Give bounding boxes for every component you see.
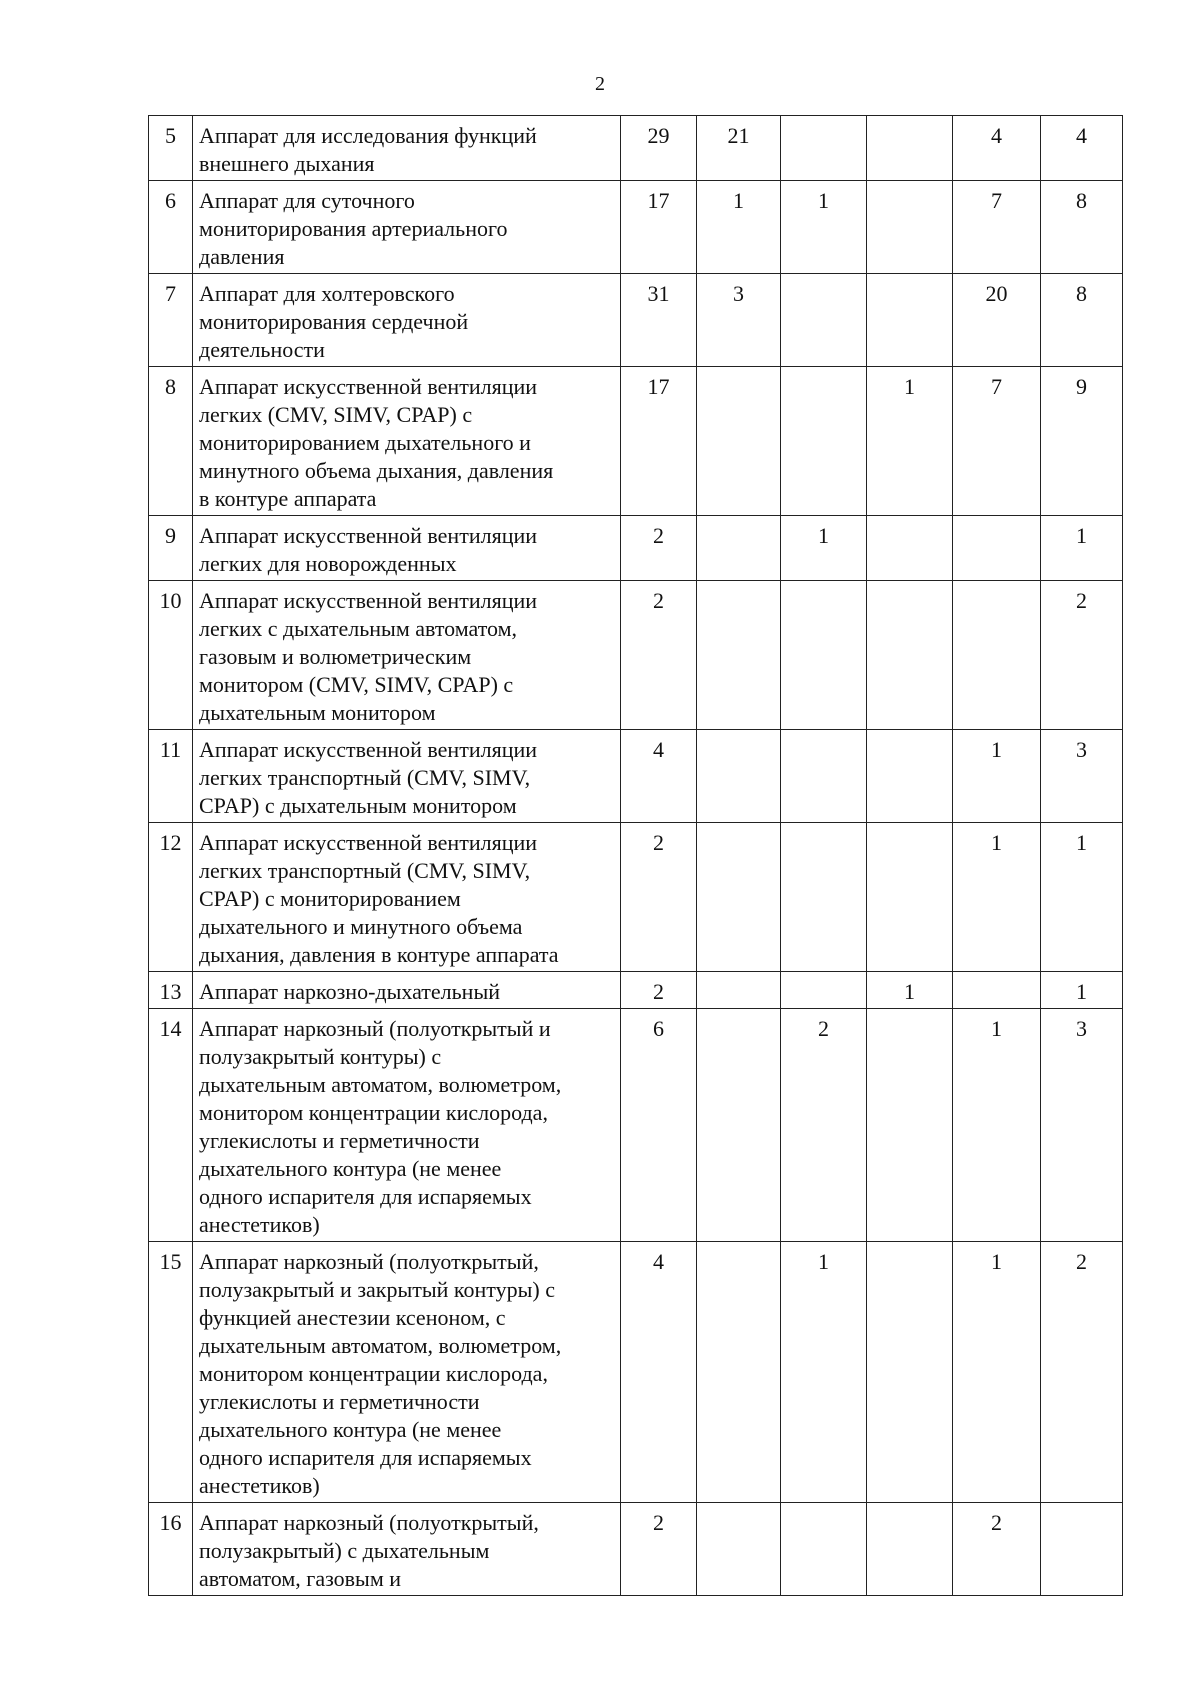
quantity-cell: [697, 1009, 781, 1242]
quantity-cell: [867, 730, 953, 823]
quantity-cell: [867, 274, 953, 367]
equipment-name: Аппарат наркозный (полуоткрытый и полузакрытый контуры) с дыхательным автоматом, волюметром, монитором концентрации кислорода, углекислоты и герметичности дыхательного контура (не менее одного испарителя для испаряемых анестетиков): [193, 1009, 621, 1242]
quantity-cell: 1: [1041, 972, 1123, 1009]
quantity-cell: 1: [697, 181, 781, 274]
quantity-cell: [953, 972, 1041, 1009]
quantity-cell: [867, 581, 953, 730]
table-row: [149, 1009, 1123, 1242]
quantity-cell: [697, 516, 781, 581]
quantity-cell: [781, 367, 867, 516]
quantity-cell: 3: [1041, 1009, 1123, 1242]
quantity-cell: 1: [781, 516, 867, 581]
equipment-table: [148, 115, 1123, 1596]
quantity-cell: [781, 1503, 867, 1596]
quantity-cell: 2: [781, 1009, 867, 1242]
quantity-cell: 8: [1041, 274, 1123, 367]
quantity-cell: [697, 581, 781, 730]
quantity-cell: [867, 116, 953, 181]
table-row: [149, 181, 1123, 274]
table-body: [149, 116, 1123, 1596]
quantity-cell: 4: [621, 1242, 697, 1503]
row-number: 15: [149, 1242, 193, 1503]
quantity-cell: [781, 823, 867, 972]
row-number: 16: [149, 1503, 193, 1596]
row-number: 7: [149, 274, 193, 367]
equipment-name: Аппарат для суточного мониторирования артериального давления: [193, 181, 621, 274]
equipment-name: Аппарат искусственной вентиляции легких для новорожденных: [193, 516, 621, 581]
quantity-cell: 20: [953, 274, 1041, 367]
quantity-cell: 1: [953, 1242, 1041, 1503]
quantity-cell: [781, 972, 867, 1009]
quantity-cell: [697, 823, 781, 972]
table-row: [149, 367, 1123, 516]
quantity-cell: 21: [697, 116, 781, 181]
quantity-cell: 2: [621, 581, 697, 730]
quantity-cell: [867, 1242, 953, 1503]
quantity-cell: 1: [953, 1009, 1041, 1242]
quantity-cell: 6: [621, 1009, 697, 1242]
quantity-cell: [697, 1503, 781, 1596]
row-number: 8: [149, 367, 193, 516]
quantity-cell: [781, 116, 867, 181]
quantity-cell: 2: [621, 1503, 697, 1596]
table-row: [149, 823, 1123, 972]
quantity-cell: [953, 581, 1041, 730]
quantity-cell: [953, 516, 1041, 581]
quantity-cell: 8: [1041, 181, 1123, 274]
row-number: 6: [149, 181, 193, 274]
quantity-cell: [867, 516, 953, 581]
row-number: 14: [149, 1009, 193, 1242]
equipment-name: Аппарат искусственной вентиляции легких (CMV, SIMV, CPAP) с мониторированием дыхательного и минутного объема дыхания, давления в контуре аппарата: [193, 367, 621, 516]
quantity-cell: [867, 1503, 953, 1596]
quantity-cell: 3: [1041, 730, 1123, 823]
quantity-cell: [697, 730, 781, 823]
row-number: 11: [149, 730, 193, 823]
quantity-cell: [867, 1009, 953, 1242]
row-number: 13: [149, 972, 193, 1009]
quantity-cell: 1: [781, 181, 867, 274]
quantity-cell: 4: [1041, 116, 1123, 181]
row-number: 12: [149, 823, 193, 972]
quantity-cell: [781, 581, 867, 730]
quantity-cell: 1: [953, 730, 1041, 823]
quantity-cell: 1: [1041, 516, 1123, 581]
quantity-cell: [697, 1242, 781, 1503]
quantity-cell: 1: [867, 367, 953, 516]
quantity-cell: 17: [621, 181, 697, 274]
quantity-cell: 1: [1041, 823, 1123, 972]
quantity-cell: 2: [1041, 1242, 1123, 1503]
table-row: [149, 730, 1123, 823]
row-number: 10: [149, 581, 193, 730]
equipment-name: Аппарат наркозно-дыхательный: [193, 972, 621, 1009]
quantity-cell: 17: [621, 367, 697, 516]
equipment-name: Аппарат искусственной вентиляции легких транспортный (CMV, SIMV, CPAP) с дыхательным монитором: [193, 730, 621, 823]
quantity-cell: [781, 274, 867, 367]
table-row: [149, 972, 1123, 1009]
quantity-cell: [697, 972, 781, 1009]
equipment-name: Аппарат наркозный (полуоткрытый, полузакрытый и закрытый контуры) с функцией анестезии ксеноном, с дыхательным автоматом, волюметром, монитором концентрации кислорода, углекислоты и герметичности дыхательного контура (не менее одного испарителя для испаряемых анестетиков): [193, 1242, 621, 1503]
quantity-cell: 9: [1041, 367, 1123, 516]
table-row: [149, 1242, 1123, 1503]
equipment-name: Аппарат для холтеровского мониторирования сердечной деятельности: [193, 274, 621, 367]
quantity-cell: 2: [621, 972, 697, 1009]
equipment-name: Аппарат искусственной вентиляции легких транспортный (CMV, SIMV, CPAP) с мониторированием дыхательного и минутного объема дыхания, давления в контуре аппарата: [193, 823, 621, 972]
equipment-name: Аппарат наркозный (полуоткрытый, полузакрытый) с дыхательным автоматом, газовым и: [193, 1503, 621, 1596]
quantity-cell: 3: [697, 274, 781, 367]
table-row: [149, 116, 1123, 181]
quantity-cell: [1041, 1503, 1123, 1596]
quantity-cell: 29: [621, 116, 697, 181]
quantity-cell: 2: [953, 1503, 1041, 1596]
page-number: 2: [595, 73, 605, 95]
quantity-cell: [781, 730, 867, 823]
quantity-cell: 4: [953, 116, 1041, 181]
table-row: [149, 581, 1123, 730]
quantity-cell: 2: [621, 823, 697, 972]
table-row: [149, 516, 1123, 581]
quantity-cell: 2: [621, 516, 697, 581]
equipment-name: Аппарат для исследования функций внешнего дыхания: [193, 116, 621, 181]
quantity-cell: [867, 823, 953, 972]
quantity-cell: 7: [953, 367, 1041, 516]
quantity-cell: 2: [1041, 581, 1123, 730]
quantity-cell: 7: [953, 181, 1041, 274]
quantity-cell: [867, 181, 953, 274]
quantity-cell: 4: [621, 730, 697, 823]
table-row: [149, 1503, 1123, 1596]
quantity-cell: 1: [953, 823, 1041, 972]
row-number: 9: [149, 516, 193, 581]
quantity-cell: 31: [621, 274, 697, 367]
quantity-cell: [697, 367, 781, 516]
equipment-name: Аппарат искусственной вентиляции легких с дыхательным автоматом, газовым и волюметрическим монитором (CMV, SIMV, CPAP) с дыхательным монитором: [193, 581, 621, 730]
quantity-cell: 1: [781, 1242, 867, 1503]
quantity-cell: 1: [867, 972, 953, 1009]
table-row: [149, 274, 1123, 367]
row-number: 5: [149, 116, 193, 181]
